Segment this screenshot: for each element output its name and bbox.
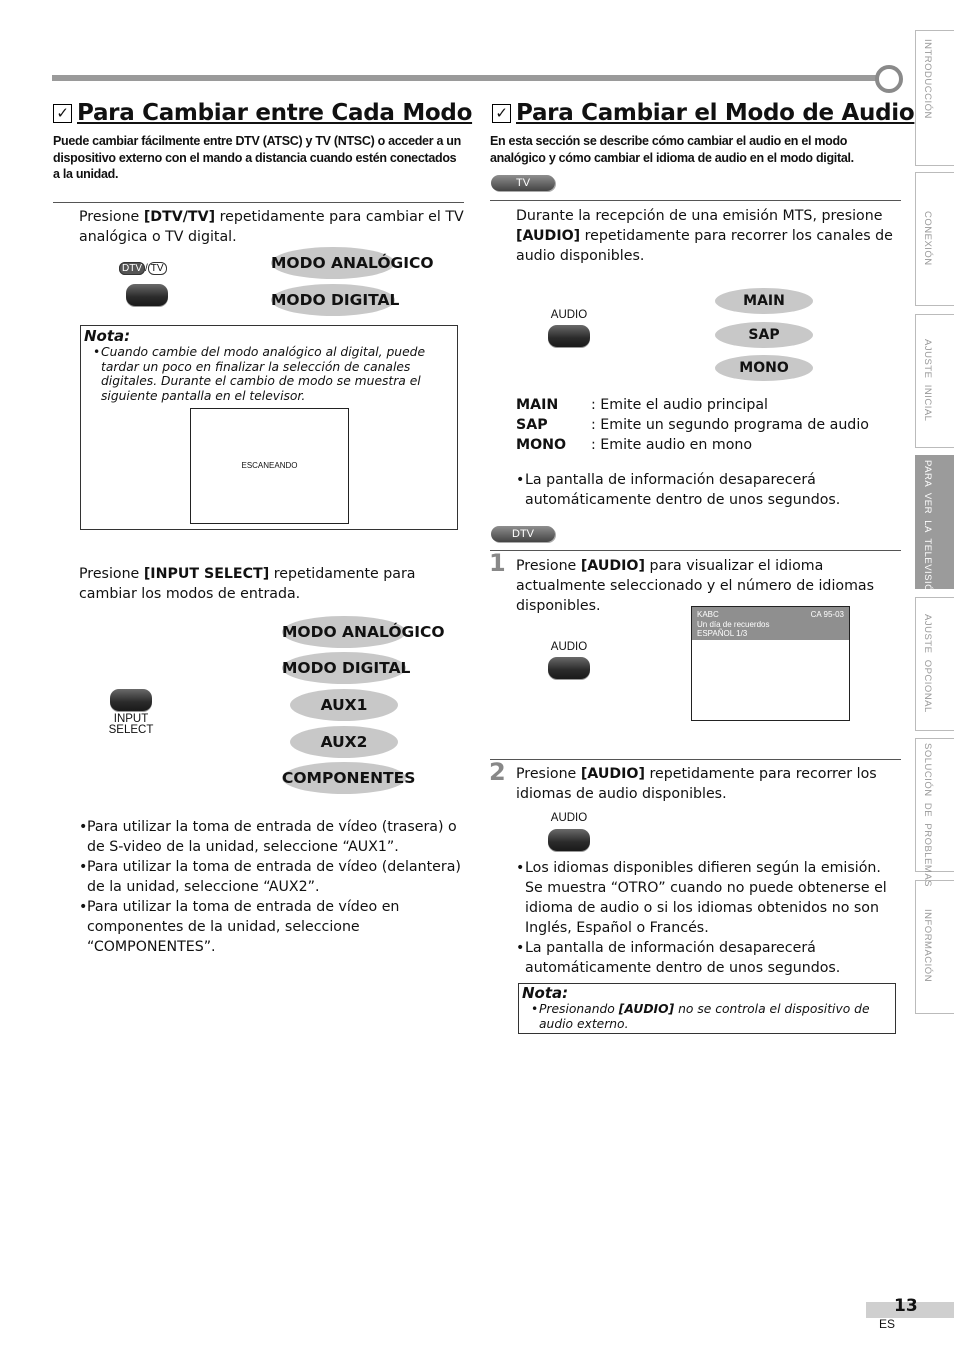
list-item: • Para utilizar la toma de entrada de vídeo (delantera) de la unidad, seleccione “AUX2”. [79,859,461,895]
right-divider-2 [490,550,901,551]
mode-digital-pill: MODO DIGITAL [271,284,395,316]
right-divider-3 [490,759,901,760]
left-instruction-2: Presione [INPUT SELECT] repetidamente para cambiar los modos de entrada. [79,566,416,602]
sidebar-tab-informacion[interactable]: INFORMACIÓN [915,880,954,1014]
left-section-title: ✓ Para Cambiar entre Cada Modo [53,100,472,126]
note-text: • Cuando cambie del modo analógico al digital, puede tardar un poco en finalizar la selección de canales digitales. Durante el cambio de modo se muestra el siguiente pantalla en el televisor. [93,345,426,403]
program-title: Un día de recuerdos [697,619,770,629]
definition-row: SAP : Emite un segundo programa de audio [516,417,869,433]
audio-mono-pill: MONO [715,355,813,381]
tv-tag: TV [491,175,555,191]
step-2-number: 2 [489,758,506,786]
left-intro: Puede cambiar fácilmente entre DTV (ATSC) y TV (NTSC) o acceder a un dispositivo externo con el mando a distancia cuando estén conectados a la unidad. [53,134,461,181]
audio-language: ESPAÑOL 1/3 [697,629,748,638]
step-1-text: Presione [AUDIO] para visualizar el idioma actualmente seleccionado y el número de idiomas disponibles. [516,558,874,614]
scanning-screen [190,408,349,524]
audio-button[interactable] [548,657,590,679]
list-item: • Para utilizar la toma de entrada de vídeo (trasera) o de S-video de la unidad, seleccione “AUX1”. [79,819,457,855]
input-select-button[interactable] [110,689,152,711]
language-code: ES [879,1317,896,1331]
right-intro: En esta sección se describe cómo cambiar el audio en el modo analógico y cómo cambiar el idioma de audio en el modo digital. [490,134,854,165]
note-title: Nota: [84,327,131,345]
mode-analog-pill: MODO ANALÓGICO [271,247,395,279]
left-instruction-1: Presione [DTV/TV] repetidamente para cambiar el TV analógica o TV digital. [79,209,464,245]
header-rule [52,75,884,81]
info-banner [692,607,849,640]
audio-info-screen [691,606,850,721]
right-divider-1 [490,200,901,201]
dtv-tv-button[interactable] [126,284,168,306]
right-note-box [518,983,896,1034]
audio-main-pill: MAIN [715,288,813,314]
input-mode-aux2-pill: AUX2 [290,726,398,758]
audio-button-label: AUDIO [550,812,588,824]
definition-row: MAIN : Emite el audio principal [516,397,768,413]
audio-definitions [516,395,896,455]
left-divider [53,202,464,203]
checkbox-icon: ✓ [53,104,72,123]
input-mode-digital-pill: MODO DIGITAL [282,652,406,684]
step-2-text: Presione [AUDIO] repetidamente para recorrer los idiomas de audio disponibles. [516,766,877,802]
audio-button-label: AUDIO [550,309,588,321]
dtv-tag: DTV [491,526,555,542]
left-bullet-list [79,817,465,957]
definition-row: MONO : Emite audio en mono [516,437,753,453]
list-item: • La pantalla de información desaparecerá automáticamente dentro de unos segundos. [516,940,841,976]
input-mode-analog-pill: MODO ANALÓGICO [282,616,406,648]
sidebar-tab-ajuste-inicial[interactable]: AJUSTE INICIAL [915,314,954,448]
dtv-tv-button-label: DTV / TV [119,263,167,274]
step-1-number: 1 [489,549,506,577]
right-instruction-1: Durante la recepción de una emisión MTS, presione [AUDIO] repetidamente para recorrer los canales de audio disponibles. [516,208,893,264]
channel-number: CA 95-03 [810,610,844,619]
sidebar-tab-solucion-de-problemas[interactable]: SOLUCIÓN DE PROBLEMAS [915,738,954,872]
channel-name: KABC [697,610,719,619]
input-mode-aux1-pill: AUX1 [290,689,398,721]
right-bullet-list [516,858,896,978]
sidebar-tab-conexion[interactable]: CONEXIÓN [915,172,954,306]
audio-sap-pill: SAP [715,322,813,348]
list-item: • Los idiomas disponibles difieren según la emisión. Se muestra “OTRO” cuando no puede obtenerse el idioma de audio o si los idiomas obtenidos no son Inglés, Español o Francés. [516,860,887,936]
left-note-box [80,325,458,530]
scanning-text: ESCANEANDO [241,461,298,470]
audio-button[interactable] [548,325,590,347]
note-text: • Presionando [AUDIO] no se controla el dispositivo de audio externo. [531,1002,870,1031]
input-mode-components-pill: COMPONENTES [282,762,406,794]
audio-button[interactable] [548,829,590,851]
header-ring-ornament [875,65,903,93]
tv-bullet: • La pantalla de información desaparecerá automáticamente dentro de unos segundos. [516,472,841,508]
checkbox-icon: ✓ [492,104,511,123]
sidebar-tab-ajuste-opcional[interactable]: AJUSTE OPCIONAL [915,597,954,731]
list-item: • Para utilizar la toma de entrada de vídeo en componentes de la unidad, seleccione “COMPONENTES”. [79,899,400,955]
sidebar-tab-para-ver-la-television[interactable]: PARA VER LA TELEVISIÓN [915,455,954,589]
audio-button-label: AUDIO [550,641,588,653]
right-section-title: ✓ Para Cambiar el Modo de Audio [492,100,914,126]
page-number: 13 [894,1296,918,1316]
sidebar-tab-introduccion[interactable]: INTRODUCCIÓN [915,30,954,166]
input-select-label: INPUT SELECT [108,713,154,736]
note-title: Nota: [522,984,569,1002]
